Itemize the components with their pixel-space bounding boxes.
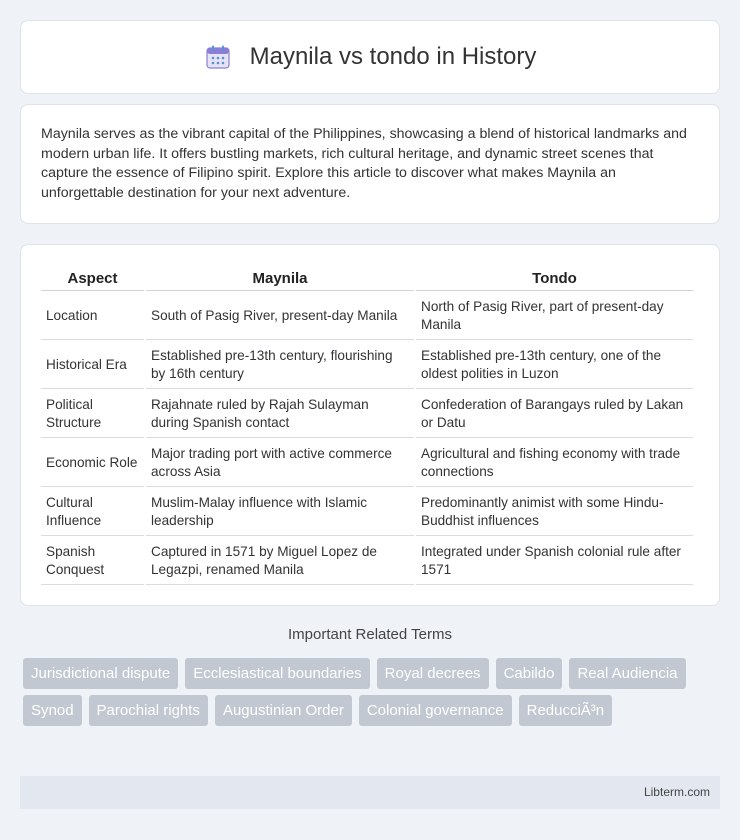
calendar-icon — [204, 43, 232, 71]
cell-maynila: South of Pasig River, present-day Manila — [146, 293, 414, 340]
cell-aspect: Location — [41, 293, 144, 340]
comparison-table — [39, 265, 695, 587]
cell-aspect: Cultural Influence — [41, 489, 144, 536]
cell-aspect: Political Structure — [41, 391, 144, 438]
intro-card — [20, 104, 720, 224]
related-term-tag[interactable]: Synod — [23, 695, 82, 726]
table-row — [41, 342, 693, 389]
related-term-tag[interactable]: Royal decrees — [377, 658, 489, 689]
cell-maynila: Major trading port with active commerce across Asia — [146, 440, 414, 487]
cell-aspect: Spanish Conquest — [41, 538, 144, 585]
table-row — [41, 489, 693, 536]
cell-tondo: Agricultural and fishing economy with trade connections — [416, 440, 693, 487]
cell-tondo: North of Pasig River, part of present-day Manila — [416, 293, 693, 340]
header-maynila: Maynila — [146, 267, 414, 291]
footer — [20, 776, 720, 809]
table-row — [41, 391, 693, 438]
header-aspect: Aspect — [41, 267, 144, 291]
cell-aspect: Economic Role — [41, 440, 144, 487]
related-term-tag[interactable]: ReducciÃ³n — [519, 695, 613, 726]
header-tondo: Tondo — [416, 267, 693, 291]
related-term-tag[interactable]: Jurisdictional dispute — [23, 658, 178, 689]
comparison-card — [20, 244, 720, 606]
related-terms-title: Important Related Terms — [288, 626, 452, 643]
page-title: Maynila vs tondo in History — [249, 43, 537, 70]
related-term-tag[interactable]: Parochial rights — [89, 695, 208, 726]
cell-maynila: Muslim-Malay influence with Islamic leadership — [146, 489, 414, 536]
related-term-tag[interactable]: Ecclesiastical boundaries — [185, 658, 369, 689]
cell-tondo: Confederation of Barangays ruled by Lakan or Datu — [416, 391, 693, 438]
related-term-tag[interactable]: Real Audiencia — [569, 658, 685, 689]
cell-tondo: Predominantly animist with some Hindu-Buddhist influences — [416, 489, 693, 536]
cell-tondo: Integrated under Spanish colonial rule after 1571 — [416, 538, 693, 585]
cell-aspect: Historical Era — [41, 342, 144, 389]
intro-text: Maynila serves as the vibrant capital of the Philippines, showcasing a blend of historical landmarks and modern urban life. It offers bustling markets, rich cultural heritage, and dynamic street scenes that capture the essence of Filipino spirit. Explore this article to discover what makes Maynila an unforgettable destination for your next adventure. — [41, 126, 687, 201]
table-row — [41, 293, 693, 340]
footer-site-link[interactable]: Libterm.com — [643, 785, 710, 799]
related-terms-list — [23, 658, 703, 732]
related-term-tag[interactable]: Augustinian Order — [215, 695, 352, 726]
table-row — [41, 440, 693, 487]
cell-maynila: Established pre-13th century, flourishing by 16th century — [146, 342, 414, 389]
cell-tondo: Established pre-13th century, one of the oldest polities in Luzon — [416, 342, 693, 389]
related-term-tag[interactable]: Cabildo — [496, 658, 563, 689]
cell-maynila: Captured in 1571 by Miguel Lopez de Legazpi, renamed Manila — [146, 538, 414, 585]
cell-maynila: Rajahnate ruled by Rajah Sulayman during Spanish contact — [146, 391, 414, 438]
table-header-row — [41, 267, 693, 291]
related-term-tag[interactable]: Colonial governance — [359, 695, 512, 726]
table-row — [41, 538, 693, 585]
title-card — [20, 20, 720, 94]
